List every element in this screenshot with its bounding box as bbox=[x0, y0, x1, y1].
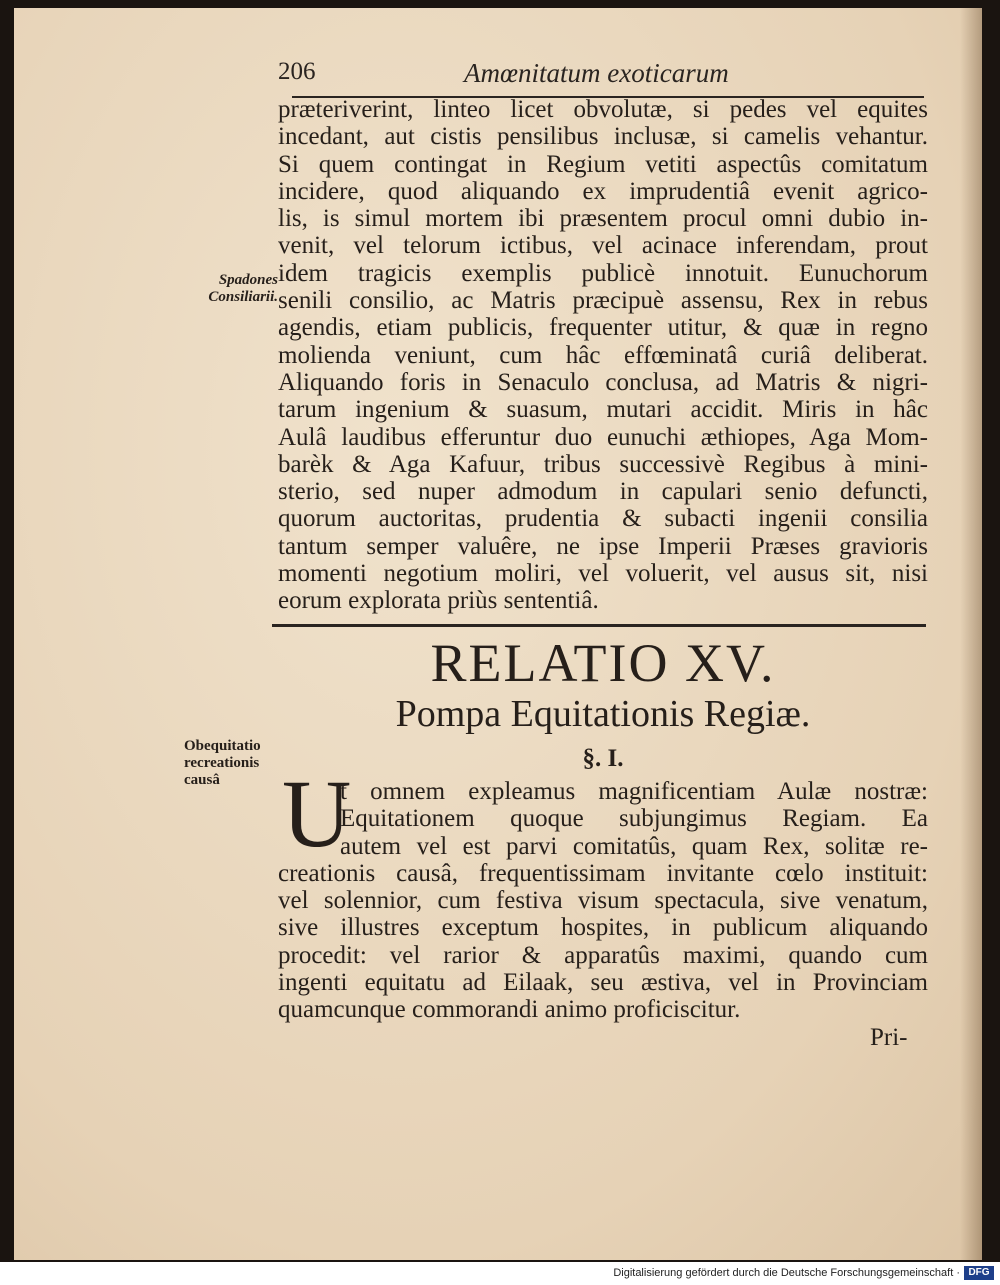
text-line: creationis causâ, frequentissimam invitante cœlo instituit: bbox=[278, 859, 928, 887]
page-edge-shadow bbox=[960, 8, 982, 1260]
text-line: sive illustres exceptum hospites, in publicum aliquando bbox=[278, 914, 928, 942]
text-line: Equitationem quoque subjungimus Regiam. Ea bbox=[340, 805, 928, 833]
text-line: tarum ingenium & suasum, mutari accidit. Miris in hâc bbox=[278, 396, 928, 424]
paragraph-2 bbox=[278, 778, 928, 1024]
text-line: lis, is simul mortem ibi præsentem procul omni dubio in- bbox=[278, 205, 928, 233]
text-line: idem tragicis exemplis publicè innotuit. Eunuchorum bbox=[278, 259, 928, 287]
text-line: præteriverint, linteo licet obvolutæ, si pedes vel equites bbox=[278, 96, 928, 123]
text-line: molienda veniunt, cum hâc effœminatâ curiâ deliberat. bbox=[278, 341, 928, 369]
text-line: procedit: vel rarior & apparatûs maximi, quando cum bbox=[278, 941, 928, 969]
text-line: incidere, quod aliquando ex imprudentiâ evenit agrico- bbox=[278, 177, 928, 205]
catchword: Pri- bbox=[870, 1024, 908, 1051]
text-line: Si quem contingat in Regium vetiti aspectûs comitatum bbox=[278, 150, 928, 178]
text-line: quamcunque commorandi animo proficiscitur. bbox=[278, 996, 741, 1024]
paragraph-1 bbox=[278, 96, 928, 615]
digitization-footer bbox=[0, 1262, 1000, 1285]
running-head: Amœnitatum exoticarum bbox=[464, 58, 729, 88]
text-line: eorum explorata priùs sententiâ. bbox=[278, 587, 599, 615]
chapter-subtitle: Pompa Equitationis Regiæ. bbox=[395, 693, 811, 735]
text-line: momenti negotium moliri, vel voluerit, vel ausus sit, nisi bbox=[278, 560, 928, 588]
section-mark: §. I. bbox=[582, 745, 624, 772]
text-line: venit, vel telorum ictibus, vel acinace inferendam, prout bbox=[278, 232, 928, 260]
dfg-logo-icon[interactable]: DFG bbox=[964, 1266, 994, 1280]
margin-note-spadones: Spadones Consiliarii. bbox=[208, 272, 278, 305]
margin-note-obequitatio: Obequitatio recreationis causâ bbox=[184, 738, 261, 788]
text-line: barèk & Aga Kafuur, tribus successivè Regibus à mini- bbox=[278, 450, 928, 478]
text-line: tantum semper valuêre, ne ipse Imperii Præses gravioris bbox=[278, 532, 928, 560]
text-line: agendis, etiam publicis, frequenter utitur, & quæ in regno bbox=[278, 314, 928, 342]
text-line: ingenti equitatu ad Eilaak, seu æstiva, vel in Provinciam bbox=[278, 969, 928, 997]
chapter-heading: RELATIO XV. bbox=[430, 633, 776, 693]
text-line: vel solennior, cum festiva visum spectacula, sive venatum, bbox=[278, 887, 928, 915]
section-divider-rule bbox=[272, 624, 926, 627]
funding-notice: Digitalisierung gefördert durch die Deutsche Forschungsgemeinschaft · bbox=[613, 1267, 960, 1279]
text-line: Aulâ laudibus efferuntur duo eunuchi æthiopes, Aga Mom- bbox=[278, 423, 928, 451]
text-line: t omnem expleamus magnificentiam Aulæ nostræ: bbox=[340, 778, 928, 805]
page-header bbox=[278, 58, 918, 98]
text-line: autem vel est parvi comitatûs, quam Rex, solitæ re- bbox=[340, 832, 928, 860]
page-number: 206 bbox=[278, 58, 316, 85]
text-line: incedant, aut cistis pensilibus inclusæ, si camelis vehantur. bbox=[278, 123, 928, 151]
drop-capital: U bbox=[282, 760, 352, 867]
text-line: sterio, sed nuper admodum in capulari senio defuncti, bbox=[278, 478, 928, 506]
text-line: quorum auctoritas, prudentia & subacti ingenii consilia bbox=[278, 505, 928, 533]
text-line: senili consilio, ac Matris præcipuè assensu, Rex in rebus bbox=[278, 287, 928, 315]
text-line: Aliquando foris in Senaculo conclusa, ad Matris & nigri- bbox=[278, 368, 928, 396]
